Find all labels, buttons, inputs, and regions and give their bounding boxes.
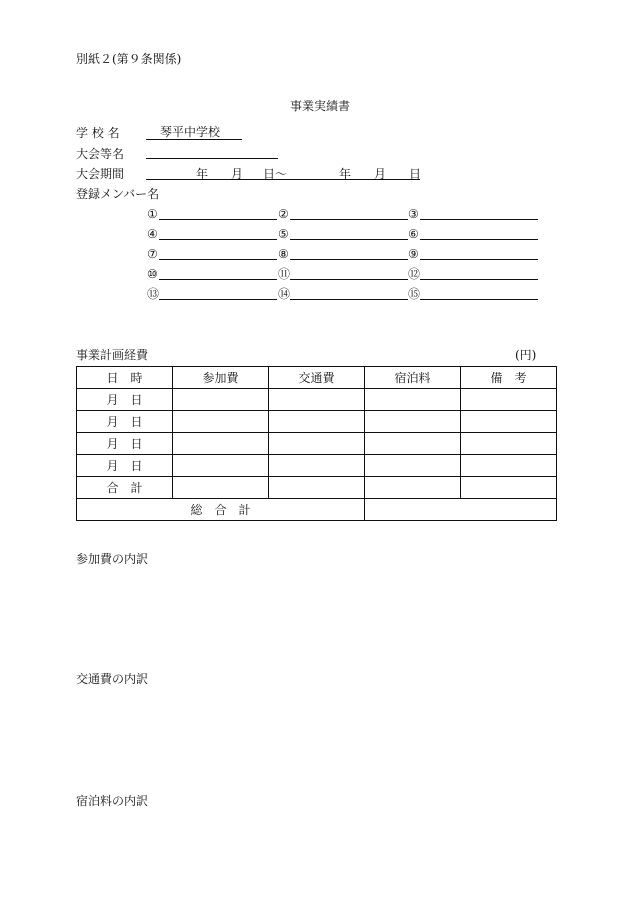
header-cell: 日 時 — [77, 367, 173, 389]
member-field[interactable] — [290, 219, 408, 220]
school-underline — [146, 139, 242, 140]
member-number: ① — [147, 207, 158, 221]
member-number: ⑬ — [147, 287, 160, 301]
entry-cell[interactable] — [365, 477, 461, 499]
participation-breakdown-heading: 参加費の内訳 — [76, 552, 149, 566]
member-number: ⑤ — [278, 227, 289, 241]
entry-cell[interactable] — [173, 389, 269, 411]
header-cell: 宿泊料 — [365, 367, 461, 389]
member-field[interactable] — [420, 219, 538, 220]
member-field[interactable] — [159, 299, 277, 300]
entry-cell[interactable] — [365, 455, 461, 477]
member-number: ⑮ — [408, 287, 421, 301]
header-cell: 交通費 — [269, 367, 365, 389]
period-day-end: 日 — [409, 167, 422, 181]
member-field[interactable] — [420, 259, 538, 260]
period-month-end: 月 — [374, 167, 387, 181]
entry-cell[interactable] — [269, 389, 365, 411]
grand-total-label: 総 合 計 — [77, 499, 365, 521]
member-field[interactable] — [290, 259, 408, 260]
event-underline — [146, 158, 278, 159]
member-field[interactable] — [159, 279, 277, 280]
date-cell: 月 日 — [77, 433, 173, 455]
lodging-breakdown-heading: 宿泊料の内訳 — [76, 794, 149, 808]
member-number: ⑦ — [147, 247, 158, 261]
table-row — [77, 455, 557, 477]
entry-cell[interactable] — [269, 433, 365, 455]
date-cell: 月 日 — [77, 455, 173, 477]
grand-total-value[interactable] — [365, 499, 557, 521]
entry-cell[interactable] — [173, 411, 269, 433]
entry-cell[interactable] — [365, 433, 461, 455]
period-day-start: 日〜 — [263, 167, 288, 181]
member-field[interactable] — [420, 299, 538, 300]
entry-cell[interactable] — [173, 433, 269, 455]
member-number: ⑨ — [408, 247, 419, 261]
entry-cell[interactable] — [269, 411, 365, 433]
member-field[interactable] — [290, 279, 408, 280]
member-number: ③ — [408, 207, 419, 221]
member-field[interactable] — [290, 299, 408, 300]
table-row — [77, 389, 557, 411]
table-row — [77, 433, 557, 455]
member-number: ⑪ — [278, 267, 291, 281]
member-number: ⑭ — [278, 287, 291, 301]
attachment-label: 別紙２(第９条関係) — [76, 52, 182, 66]
period-underline — [146, 179, 420, 180]
member-number: ⑧ — [278, 247, 289, 261]
entry-cell[interactable] — [173, 477, 269, 499]
member-field[interactable] — [290, 239, 408, 240]
document-title: 事業実績書 — [290, 99, 351, 113]
member-number: ⑥ — [408, 227, 419, 241]
entry-cell[interactable] — [461, 389, 557, 411]
event-label: 大会等名 — [76, 147, 125, 161]
member-number: ④ — [147, 227, 158, 241]
entry-cell[interactable] — [461, 477, 557, 499]
cost-table — [76, 366, 557, 521]
transport-breakdown-heading: 交通費の内訳 — [76, 672, 149, 686]
entry-cell[interactable] — [461, 433, 557, 455]
entry-cell[interactable] — [269, 477, 365, 499]
member-number: ⑫ — [408, 267, 421, 281]
member-field[interactable] — [159, 219, 277, 220]
entry-cell[interactable] — [173, 455, 269, 477]
cost-unit: (円) — [515, 348, 537, 362]
school-value: 琴平中学校 — [160, 125, 221, 139]
date-cell: 月 日 — [77, 389, 173, 411]
member-number: ② — [278, 207, 289, 221]
member-number: ⑩ — [147, 267, 158, 281]
grand-total-row — [77, 499, 557, 521]
member-field[interactable] — [420, 239, 538, 240]
entry-cell[interactable] — [365, 411, 461, 433]
entry-cell[interactable] — [461, 411, 557, 433]
member-field[interactable] — [159, 259, 277, 260]
entry-cell[interactable] — [269, 455, 365, 477]
period-year-end: 年 — [339, 167, 352, 181]
date-cell: 月 日 — [77, 411, 173, 433]
period-year-start: 年 — [196, 167, 209, 181]
school-label: 学 校 名 — [76, 126, 120, 140]
member-field[interactable] — [420, 279, 538, 280]
cost-heading: 事業計画経費 — [76, 348, 149, 362]
subtotal-label: 合 計 — [77, 477, 173, 499]
period-month-start: 月 — [231, 167, 244, 181]
subtotal-row — [77, 477, 557, 499]
members-label: 登録メンバー名 — [76, 187, 160, 201]
member-field[interactable] — [159, 239, 277, 240]
period-label: 大会期間 — [76, 167, 125, 181]
header-cell: 備 考 — [461, 367, 557, 389]
header-cell: 参加費 — [173, 367, 269, 389]
entry-cell[interactable] — [365, 389, 461, 411]
table-header-row — [77, 367, 557, 389]
table-row — [77, 411, 557, 433]
entry-cell[interactable] — [461, 455, 557, 477]
